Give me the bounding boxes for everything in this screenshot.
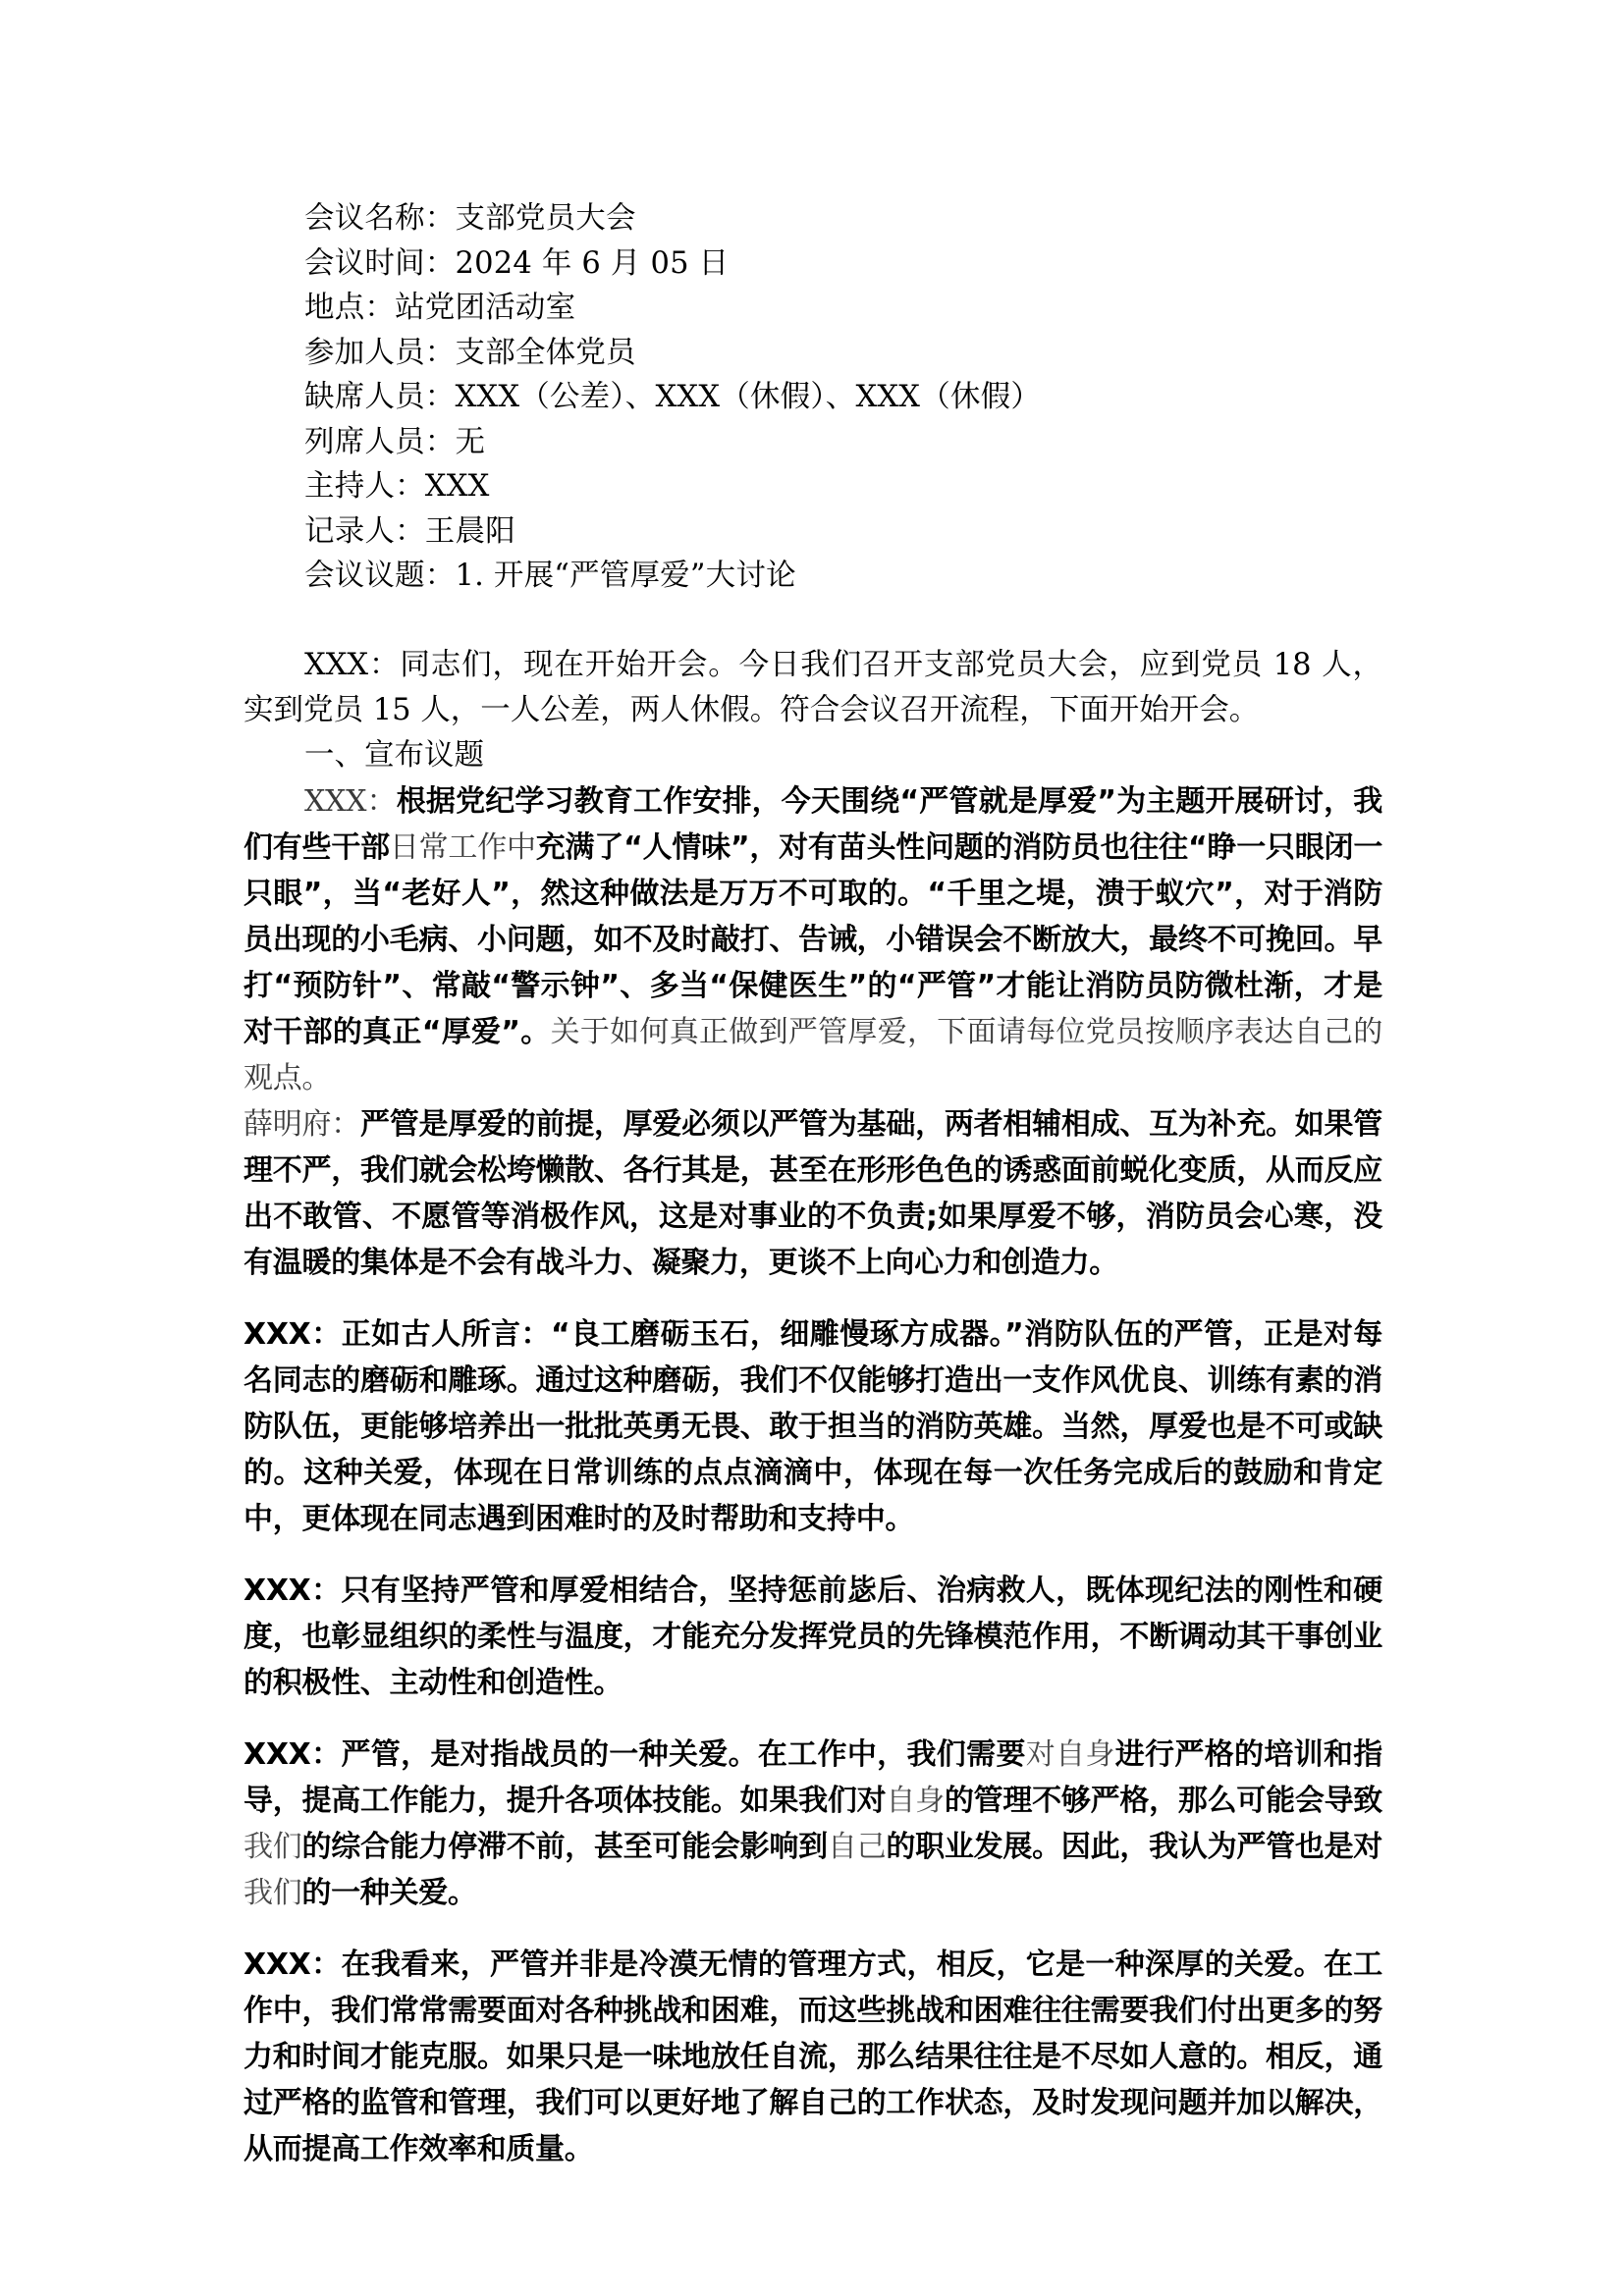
- speech-text-run: 对自身: [1025, 1736, 1115, 1772]
- opening-paragraph: XXX：同志们，现在开始开会。今日我们召开支部党员大会，应到党员 18 人，实到党员 15 人，一人公差，两人休假。符合会议召开流程，下面开始开会。: [244, 647, 1382, 727]
- speech-text: 严管是厚爱的前提，厚爱必须以严管为基础，两者相辅相成、互为补充。如果管理不严，我们就会松垮懒散、各行其是，甚至在形形色色的诱惑面前蜕化变质，从而反应出不敢管、不愿管等消极作风，这是对事业的不负责;如果厚爱不够，消防员会心寒，没有温暖的集体是不会有战斗力、凝聚力，更谈不上向心力和创造力。: [244, 1106, 1382, 1280]
- meta-line-meeting-time: 会议时间：2024 年 6 月 05 日: [304, 245, 730, 281]
- meta-line-host: 主持人：XXX: [304, 469, 490, 504]
- speech-speaker-label: XXX：: [244, 1947, 342, 1982]
- speech-speaker-label: 薛明府：: [244, 1106, 360, 1142]
- speech-text-run: 的职业发展。因此，我认为严管也是对: [886, 1829, 1383, 1864]
- meta-line-observers: 列席人员：无: [304, 424, 486, 459]
- section-heading-announce-agenda: 一、宣布议题: [304, 737, 484, 773]
- speech-speaker-label: XXX：: [244, 1736, 342, 1772]
- meta-body-separator: [244, 599, 1382, 643]
- speech-text-run: 自身: [886, 1783, 945, 1818]
- speech-speaker-label: XXX：: [244, 1316, 342, 1352]
- speech-text-run: 我们: [244, 1875, 302, 1910]
- speech-paragraph: [244, 1101, 1382, 1286]
- chair-speaker-label: XXX：: [304, 783, 397, 819]
- chair-statement-light-a: 日常工作中: [389, 829, 536, 865]
- speech-paragraph: [244, 1568, 1382, 1706]
- speech-text: 只有坚持严管和厚爱相结合，坚持惩前毖后、治病救人，既体现纪法的刚性和硬度，也彰显组织的柔性与温度，才能充分发挥党员的先锋模范作用，不断调动其干事创业的积极性、主动性和创造性。: [244, 1573, 1382, 1700]
- speech-text-run: 我们: [244, 1829, 302, 1864]
- speech-speaker-label: XXX：: [244, 1573, 342, 1608]
- speech-text-run: 进行严格的培训和指导，提高工作能力，提升各项体技能。如果我们对: [244, 1736, 1382, 1818]
- meeting-meta-block: [244, 196, 1382, 599]
- chair-statement-main-a: 根据党纪学习教育工作安排，今天围绕“严管就是厚爱”为主题开展研讨，我们有些干部: [244, 783, 1382, 865]
- chair-statement-light-b: 关于如何真正做到严管厚爱，下面请每位党员按顺序表达自己的观点。: [244, 1014, 1382, 1095]
- document-body: [244, 196, 1382, 2172]
- speech-text-run: 的综合能力停滞不前，甚至可能会影响到: [301, 1829, 828, 1864]
- speech-text-run: 的管理不够严格，那么可能会导致: [944, 1783, 1383, 1818]
- speech-text: 在我看来，严管并非是冷漠无情的管理方式，相反，它是一种深厚的关爱。在工作中，我们常常需要面对各种挑战和困难，而这些挑战和困难往往需要我们付出更多的努力和时间才能克服。如果只是一味地放任自流，那么结果往往是不尽如人意的。相反，通过严格的监管和管理，我们可以更好地了解自己的工作状态，及时发现问题并加以解决，从而提高工作效率和质量。: [244, 1947, 1382, 2166]
- speech-paragraph: [244, 1732, 1382, 1916]
- meta-line-location: 地点：站党团活动室: [304, 291, 576, 325]
- meta-line-meeting-name: 会议名称：支部党员大会: [304, 201, 636, 236]
- speech-text-run: 严管，是对指战员的一种关爱。在工作中，我们需要: [341, 1736, 1026, 1772]
- meta-line-agenda: 会议议题：1. 开展“严管厚爱”大讨论: [304, 559, 796, 593]
- speech-text: 正如古人所言：“良工磨砺玉石，细雕慢琢方成器。”消防队伍的严管，正是对每名同志的磨砺和雕琢。通过这种磨砺，我们不仅能够打造出一支作风优良、训练有素的消防队伍，更能够培养出一批批英勇无畏、敢于担当的消防英雄。当然，厚爱也是不可或缺的。这种关爱，体现在日常训练的点点滴滴中，体现在每一次任务完成后的鼓励和肯定中，更体现在同志遇到困难时的及时帮助和支持中。: [244, 1316, 1382, 1536]
- speech-text-run: 的一种关爱。: [301, 1875, 477, 1910]
- meta-line-recorder: 记录人：王晨阳: [304, 513, 515, 549]
- meta-line-attendees: 参加人员：支部全体党员: [304, 335, 636, 370]
- chair-statement-paragraph: [244, 778, 1382, 1101]
- speech-text-segments: [244, 1737, 1382, 1910]
- speech-paragraph: [244, 1311, 1382, 1542]
- speech-text-run: 自己: [827, 1829, 887, 1864]
- meta-line-absent: 缺席人员：XXX（公差）、XXX（休假）、XXX（休假）: [304, 380, 1042, 414]
- speech-paragraph: [244, 1942, 1382, 2172]
- chair-statement-main-b: 充满了“人情味”，对有苗头性问题的消防员也往往“睁一只眼闭一只眼”，当“老好人”，然这种做法是万万不可取的。“千里之堤，溃于蚁穴”，对于消防员出现的小毛病、小问题，如不及时敲打、告诫，小错误会不断放大，最终不可挽回。早打“预防针”、常敲“警示钟”、多当“保健医生”的“严管”才能让消防员防微杜渐，才是对干部的真正“厚爱”。: [244, 829, 1383, 1049]
